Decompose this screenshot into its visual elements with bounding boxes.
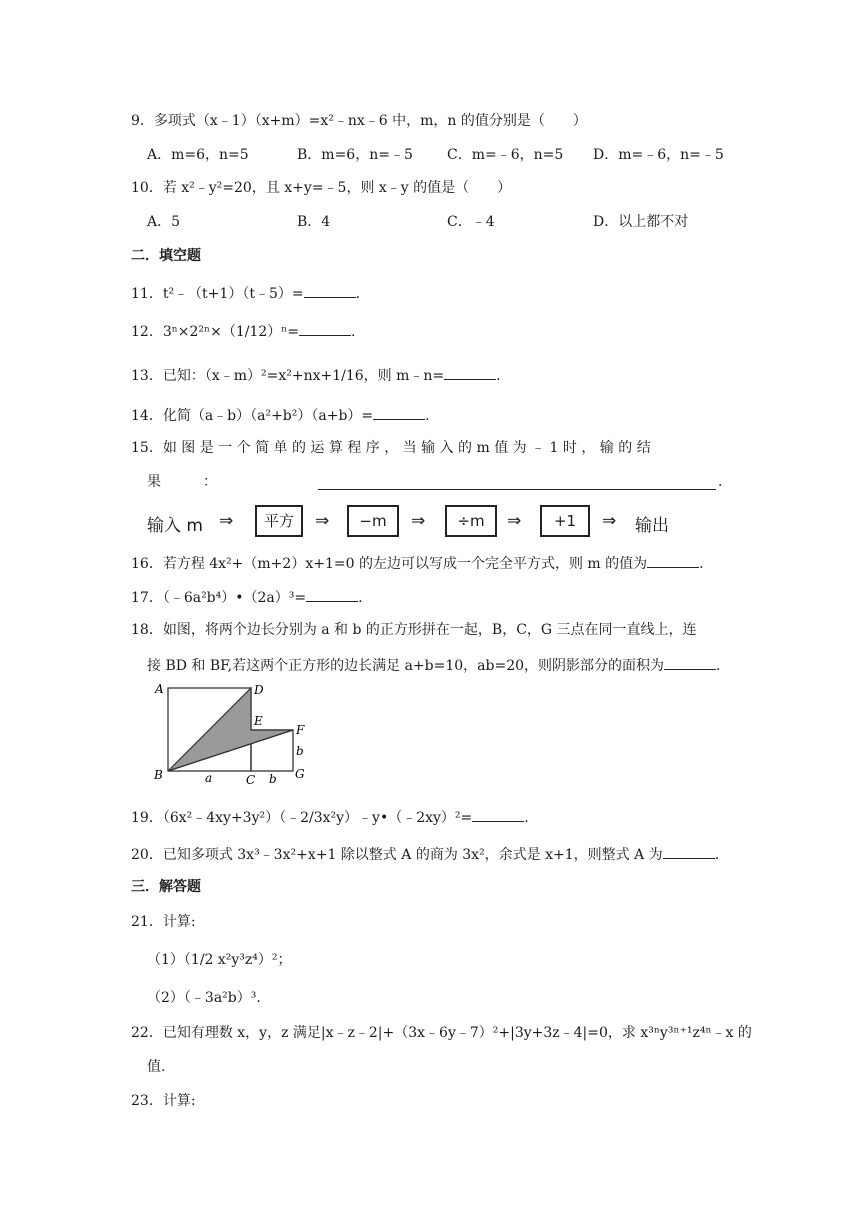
answer-blank	[664, 654, 716, 670]
answer-blank	[306, 586, 358, 602]
q16-text: 16．若方程 4x²+（m+2）x+1=0 的左边可以写成一个完全平方式，则 m 的值为	[131, 556, 648, 572]
label-c: C	[246, 773, 256, 785]
answer-blank	[304, 282, 356, 298]
question-9: 9．多项式（x﹣1）（x+m）=x²﹣nx﹣6 中，m，n 的值分别是（ ）	[131, 113, 587, 129]
operation-flowchart	[147, 505, 707, 541]
q9-option-c: C．m=﹣6，n=5	[447, 147, 564, 163]
question-18-line2: 接 BD 和 BF,若这两个正方形的边长满足 a+b=10，ab=20，则阴影部分的面积为 .	[147, 654, 720, 676]
answer-blank	[299, 320, 351, 336]
flow-step-plus-1: +1	[540, 505, 590, 537]
answer-blank	[472, 806, 524, 822]
q20-text: 20．已知多项式 3x³﹣3x²+x+1 除以整式 A 的商为 3x²，余式是 x+1，则整式 A 为	[131, 847, 663, 863]
q10-option-d: D．以上都不对	[593, 214, 689, 230]
label-a-vertex: A	[155, 682, 164, 696]
label-f: F	[296, 723, 305, 737]
label-e: E	[254, 714, 263, 728]
question-21-part1: （1）（1/2 x²y³z⁴）²；	[147, 952, 292, 968]
question-21-part2: （2）（﹣3a²b）³.	[147, 990, 261, 1006]
question-12: 12．3ⁿ×2²ⁿ×（1/12）ⁿ= .	[131, 320, 356, 342]
q10-option-c: C．﹣4	[447, 214, 495, 230]
section-heading-fill-in: 二．填空题	[131, 248, 201, 264]
label-side-b-bottom: b	[269, 772, 277, 785]
question-23: 23．计算:	[131, 1093, 196, 1109]
question-18-line1: 18．如图，将两个边长分别为 a 和 b 的正方形拼在一起，B，C，G 三点在同一直线上，连	[131, 622, 697, 638]
q9-option-a: A．m=6，n=5	[147, 147, 249, 163]
q19-text: 19．（6x²﹣4xy+3y²）（﹣2/3x²y）﹣y•（﹣2xy）²=	[131, 810, 473, 826]
question-19: 19．（6x²﹣4xy+3y²）（﹣2/3x²y）﹣y•（﹣2xy）²= .	[131, 806, 529, 828]
question-14: 14．化简（a﹣b）（a²+b²）（a+b）= .	[131, 404, 430, 426]
answer-blank	[318, 474, 716, 490]
two-squares-figure	[150, 680, 320, 785]
question-20: 20．已知多项式 3x³﹣3x²+x+1 除以整式 A 的商为 3x²，余式是 x+1，则整式 A 为 .	[131, 843, 719, 865]
q10-option-b: B．4	[297, 214, 331, 230]
q12-text: 12．3ⁿ×2²ⁿ×（1/12）ⁿ=	[131, 324, 300, 340]
flow-step-divide-m: ÷m	[445, 505, 497, 537]
answer-blank	[444, 364, 496, 380]
question-21: 21．计算:	[131, 914, 196, 930]
section-heading-answer: 三．解答题	[131, 879, 201, 895]
arrow-icon: ⇒	[315, 511, 330, 531]
question-11: 11．t²﹣（t+1）（t﹣5）= .	[131, 282, 360, 304]
q14-text: 14．化简（a﹣b）（a²+b²）（a+b）=	[131, 408, 374, 424]
question-10: 10．若 x²﹣y²=20，且 x+y=﹣5，则 x﹣y 的值是（ ）	[131, 180, 512, 196]
q18-text: 接 BD 和 BF,若这两个正方形的边长满足 a+b=10，ab=20，则阴影部分的面积为	[147, 658, 665, 674]
label-d: D	[254, 683, 264, 697]
q13-text: 13．已知：（x﹣m）²=x²+nx+1/16，则 m﹣n=	[131, 368, 445, 384]
label-b-vertex: B	[154, 768, 163, 782]
answer-blank	[663, 843, 715, 859]
label-side-a: a	[205, 771, 213, 785]
question-22-line2: 值.	[147, 1059, 166, 1075]
q11-text: 11．t²﹣（t+1）（t﹣5）=	[131, 286, 304, 302]
arrow-icon: ⇒	[602, 511, 617, 531]
q15-text: 果 ：	[147, 474, 217, 490]
question-13: 13．已知：（x﹣m）²=x²+nx+1/16，则 m﹣n= .	[131, 364, 501, 386]
q9-option-d: D．m=﹣6，n=﹣5	[593, 147, 724, 163]
answer-blank	[373, 404, 425, 420]
arrow-icon: ⇒	[411, 511, 426, 531]
answer-blank	[647, 552, 699, 568]
question-15-line1: 15．如 图 是 一 个 简 单 的 运 算 程 序 ， 当 输 入 的 m 值 为 ﹣ 1 时 ， 输 的 结	[131, 440, 651, 456]
flow-step-square: 平方	[255, 505, 303, 537]
q17-text: 17．（﹣6a²b⁴）•（2a）³=	[131, 590, 307, 606]
flow-output-label: 输出	[635, 516, 669, 536]
question-22-line1: 22．已知有理数 x，y，z 满足|x﹣z﹣2|+（3x﹣6y﹣7）²+|3y+3z﹣4|=0，求 x³ⁿy³ⁿ⁺¹z⁴ⁿ﹣x 的	[131, 1025, 752, 1041]
q9-option-b: B．m=6，n=﹣5	[297, 147, 413, 163]
arrow-icon: ⇒	[507, 511, 522, 531]
shaded-region	[168, 688, 293, 771]
question-16: 16．若方程 4x²+（m+2）x+1=0 的左边可以写成一个完全平方式，则 m 的值为 .	[131, 552, 704, 574]
question-15-line2	[147, 472, 217, 492]
question-17: 17．（﹣6a²b⁴）•（2a）³= .	[131, 586, 363, 608]
flow-step-minus-m: −m	[347, 505, 399, 537]
flow-input-label: 输入 m	[147, 516, 203, 536]
arrow-icon: ⇒	[219, 511, 234, 531]
label-side-b-right: b	[296, 744, 304, 758]
label-g: G	[295, 767, 305, 781]
q10-option-a: A．5	[147, 214, 181, 230]
